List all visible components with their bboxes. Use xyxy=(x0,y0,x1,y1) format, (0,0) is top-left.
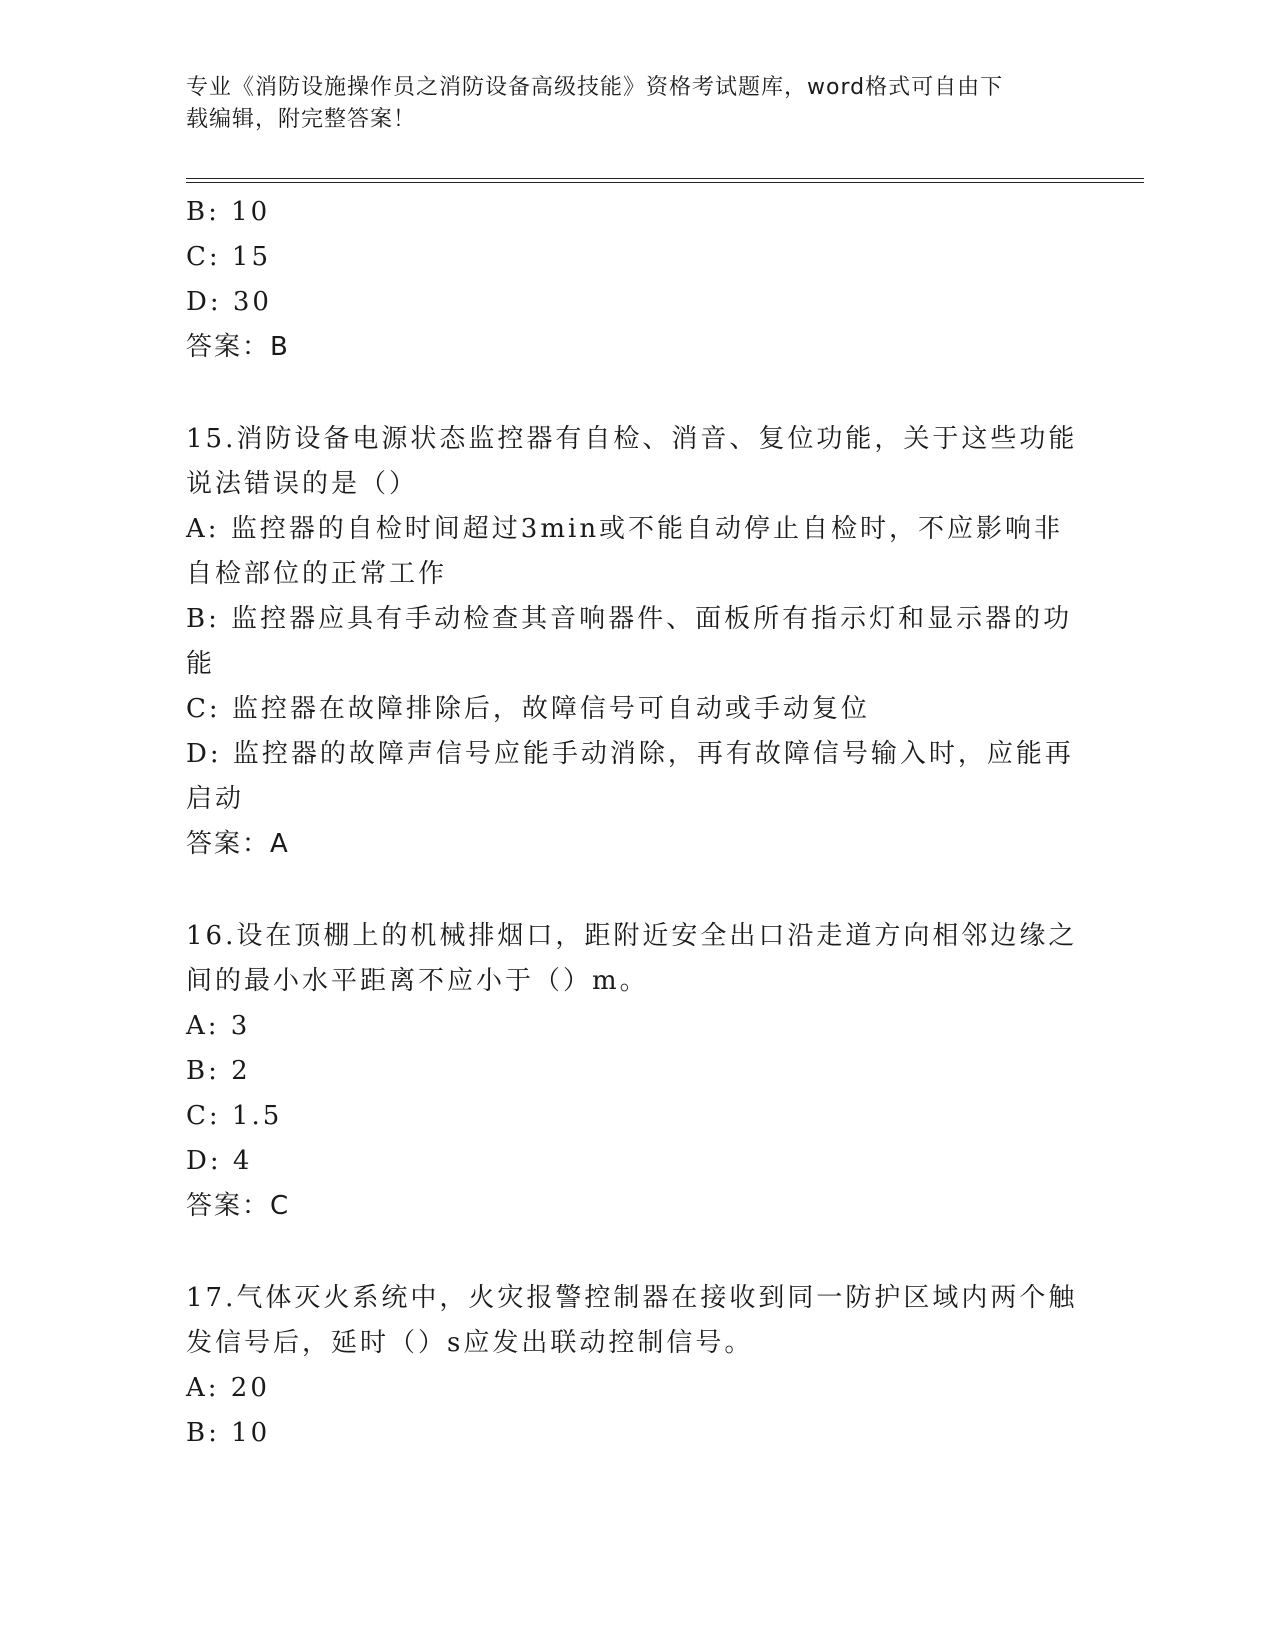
question-stem: 16.设在顶棚上的机械排烟口，距附近安全出口沿走道方向相邻边缘之 xyxy=(186,921,1078,951)
option-a: A: 监控器的自检时间超过3min或不能自动停止自检时，不应影响非 xyxy=(186,514,1064,544)
question-15 xyxy=(186,417,1086,867)
option-c: C: 监控器在故障排除后，故障信号可自动或手动复位 xyxy=(186,694,870,724)
option-b: B: 10 xyxy=(186,197,271,227)
question-stem-cont: 间的最小水平距离不应小于（）m。 xyxy=(186,966,649,996)
option-a: A: 20 xyxy=(186,1373,270,1403)
option-a: A: 3 xyxy=(186,1011,251,1041)
option-b: B: 10 xyxy=(186,1418,271,1448)
document-header xyxy=(186,72,1086,136)
question-14-continued xyxy=(186,190,1086,370)
option-b: B: 2 xyxy=(186,1056,251,1086)
question-stem: 15.消防设备电源状态监控器有自检、消音、复位功能，关于这些功能 xyxy=(186,424,1078,454)
answer-line: 答案：A xyxy=(186,829,290,859)
header-divider-top xyxy=(186,178,1144,179)
option-c: C: 15 xyxy=(186,242,272,272)
question-stem-cont: 说法错误的是（） xyxy=(186,469,419,499)
option-d: D: 30 xyxy=(186,287,272,317)
header-line-2: 载编辑，附完整答案！ xyxy=(186,107,417,132)
option-d: D: 监控器的故障声信号应能手动消除，再有故障信号输入时，应能再 xyxy=(186,739,1074,769)
question-17 xyxy=(186,1276,1086,1456)
header-line-1: 专业《消防设施操作员之消防设备高级技能》资格考试题库，word格式可自由下 xyxy=(186,75,1004,100)
answer-line: 答案：B xyxy=(186,332,290,362)
option-a-cont: 自检部位的正常工作 xyxy=(186,559,448,589)
question-stem: 17.气体灭火系统中，火灾报警控制器在接收到同一防护区域内两个触 xyxy=(186,1283,1078,1313)
question-list xyxy=(186,190,1086,1456)
answer-line: 答案：C xyxy=(186,1191,291,1221)
option-b-cont: 能 xyxy=(186,649,216,679)
option-d-cont: 启动 xyxy=(186,784,245,814)
question-16 xyxy=(186,914,1086,1229)
option-b: B: 监控器应具有手动检查其音响器件、面板所有指示灯和显示器的功 xyxy=(186,604,1073,634)
question-stem-cont: 发信号后，延时（）s应发出联动控制信号。 xyxy=(186,1328,754,1358)
header-divider-bottom xyxy=(186,182,1144,183)
option-c: C: 1.5 xyxy=(186,1101,283,1131)
option-d: D: 4 xyxy=(186,1146,253,1176)
